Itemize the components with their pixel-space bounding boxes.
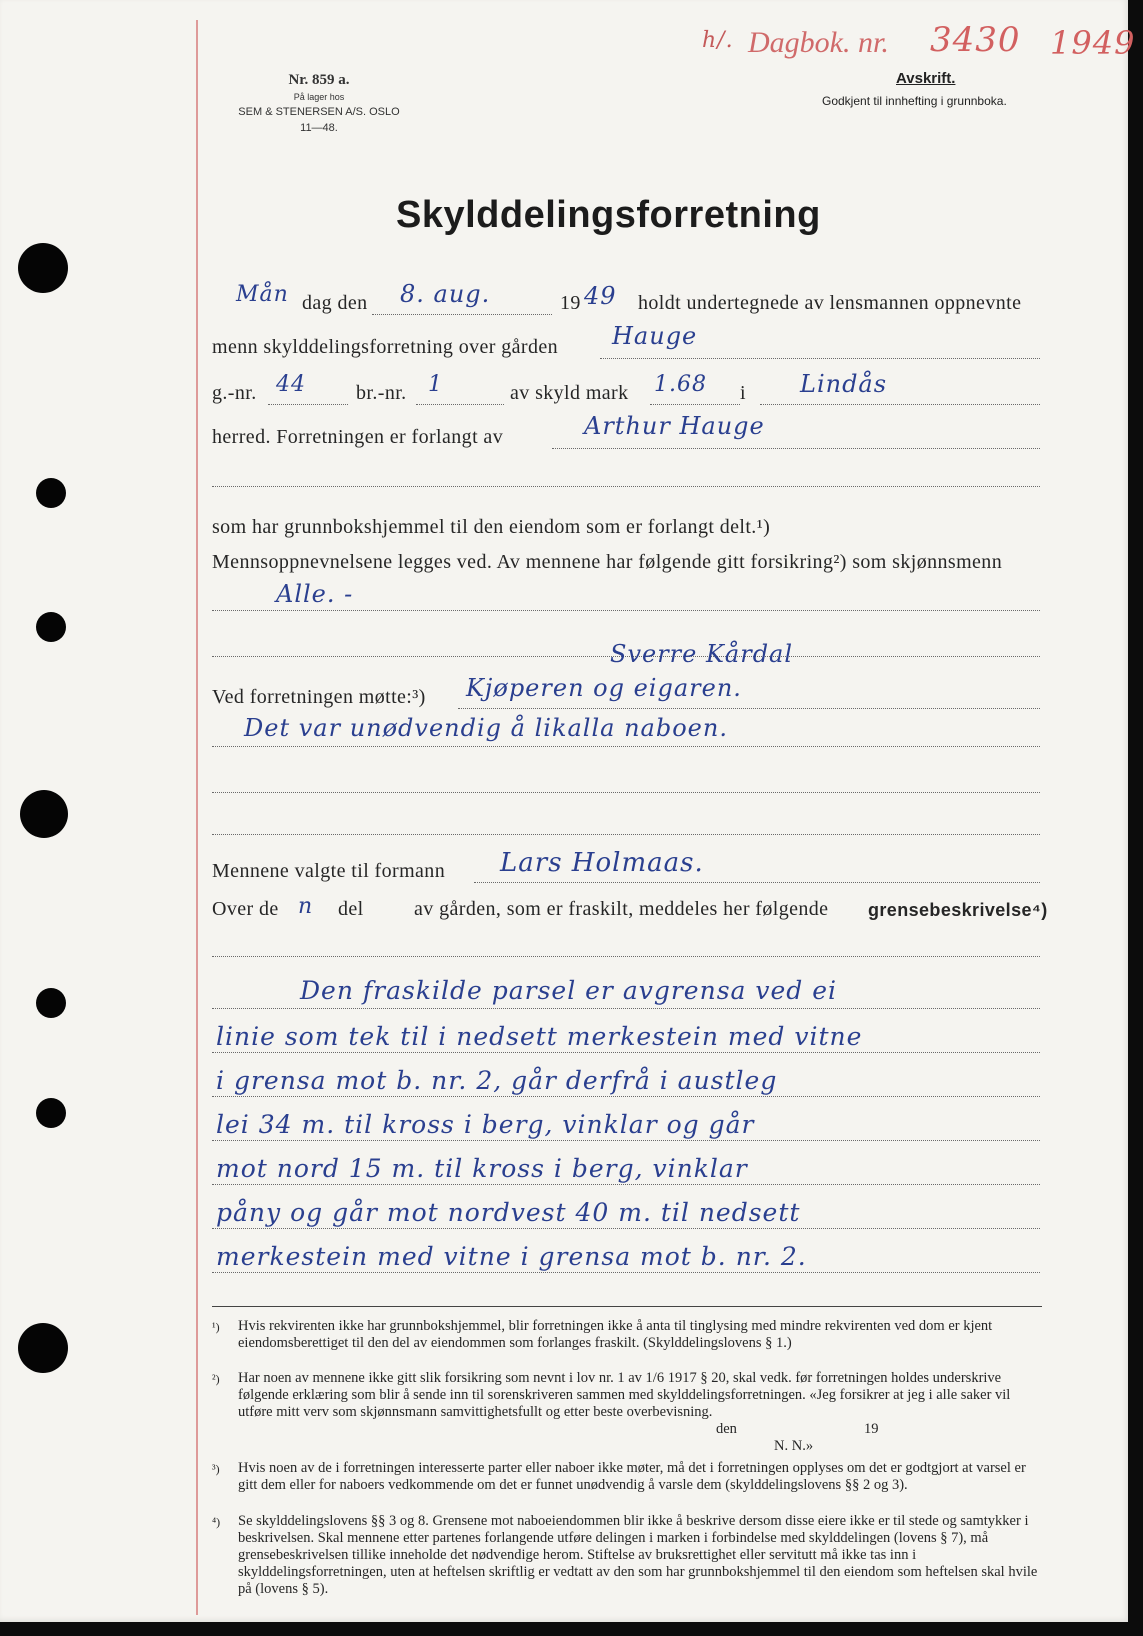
hw-date: 8. aug. — [400, 280, 491, 308]
description-line-text: Den fraskilde parsel er avgrensa ved ei — [300, 976, 838, 1005]
punch-hole — [36, 988, 66, 1018]
line4-text: herred. Forretningen er forlangt av — [212, 426, 504, 448]
description-line — [212, 1272, 1040, 1273]
form-stock: På lager hos — [293, 92, 345, 102]
hw-requester: Arthur Hauge — [584, 412, 765, 440]
footnote-2-nn: N. N.» — [774, 1438, 814, 1454]
footnote-marker: ⁴) — [212, 1515, 221, 1529]
hw-alle: Alle. - — [276, 580, 354, 608]
description-line-text: mot nord 15 m. til kross i berg, vinklar — [216, 1154, 748, 1183]
dagbok-label: Dagbok. nr. — [748, 26, 889, 59]
footnote-3: Hvis noen av de i forretningen interesserte parter eller naboer ikke møter, må det i forretningen opplyses om det er godtgjort at varsel er gitt dem eller for naboers vedkommende om det er funnet unødvendig å varsle dem (skylddelingslovens §§ 2 og 3). — [238, 1460, 1026, 1493]
formann-fill-line — [474, 882, 1040, 883]
margin-rule — [196, 20, 198, 1615]
description-line-text: i grensa mot b. nr. 2, går derfrå i austleg — [216, 1066, 778, 1095]
hw-gnr: 44 — [276, 372, 306, 397]
description-line-text: merkestein med vitne i grensa mot b. nr. 2. — [216, 1242, 807, 1271]
description-line — [212, 1052, 1040, 1053]
description-line-text: linie som tek til i nedsett merkestein med vitne — [216, 1022, 863, 1051]
del-label: del — [338, 898, 364, 920]
punch-hole — [36, 478, 66, 508]
met-fill-line — [458, 708, 1040, 709]
punch-hole — [36, 612, 66, 642]
footnote-marker: ³) — [212, 1462, 220, 1476]
blank-line — [212, 792, 1040, 793]
brnr-label: br.-nr. — [356, 382, 407, 404]
i-label: i — [740, 382, 746, 404]
hw-place: Lindås — [800, 370, 888, 398]
footnote-4: Se skylddelingslovens §§ 3 og 8. Grensene mot naboeiendommen blir ikke å beskrive dersom disse eiere ikke er til stede og samtykker i beskrivelsen. Skal mennene etter partenes forlangende utføre delingen i marken i forbindelse med skylddelingen (lovens § 7), må grensebeskrivelsen tillike inneholde det nødvendige herom. Stiftelse av bruksrettighet eller servitutt må ikke tas inn i skylddelingsforretningen, uten at heftelsen skriftlig er vedtatt av den som har grunnbokshjemmel til den eiendom som heftelsen skal hvile på (lovens § 5). — [238, 1513, 1038, 1597]
hw-sverre: Sverre Kårdal — [610, 640, 794, 668]
footnote-2: Har noen av mennene ikke gitt slik forsikring som nevnt i lov nr. 1 av 1/6 1917 § 20, skal vedk. før forretningen holdes underskrive følgende erklæring som blir å sende inn til sorenskriveren sammen med skylddelingsforretningen. «Jeg forsikrer at jeg i alle saker vil utføre mitt verv som skjønnsmann samvittighetsfullt og etter beste overbevisning. — [238, 1370, 1011, 1420]
description-line-text: lei 34 m. til kross i berg, vinklar og går — [216, 1110, 755, 1139]
punch-hole — [36, 1098, 66, 1128]
requester-fill-line — [552, 448, 1040, 449]
gnr-fill-line — [268, 404, 348, 405]
dagbok-initials: h/. — [702, 28, 734, 53]
godkjent-note: Godkjent til innhefting i grunnboka. — [822, 94, 1007, 108]
footnote-separator — [212, 1306, 1042, 1307]
line7-text: Mennsoppnevnelsene legges ved. Av mennene har følgende gitt forsikring²) som skjønnsmenn — [212, 551, 1003, 573]
hw-brnr: 1 — [428, 372, 443, 397]
line14-text: Mennene valgte til formann — [212, 860, 446, 882]
hw-year: 49 — [584, 282, 617, 310]
line15-rest: av gården, som er fraskilt, meddeles her følgende — [414, 898, 829, 920]
hw-naboen: Det var unødvendig å likalla naboen. — [244, 714, 728, 742]
description-line — [212, 1228, 1040, 1229]
footnote-2-year: 19 — [864, 1421, 879, 1437]
gnr-label: g.-nr. — [212, 382, 257, 404]
punch-hole — [20, 790, 68, 838]
year-prefix: 19 — [560, 292, 581, 314]
brnr-fill-line — [416, 404, 504, 405]
punch-hole — [18, 243, 68, 293]
hw-n: n — [298, 894, 314, 919]
place-fill-line — [760, 404, 1040, 405]
dagbok-year: 1949 — [1050, 24, 1136, 62]
description-line — [212, 1140, 1040, 1141]
form-publisher: SEM & STENERSEN A/S. OSLO — [238, 106, 400, 118]
description-line-text: påny og går mot nordvest 40 m. til nedsett — [216, 1198, 801, 1227]
description-line — [212, 1096, 1040, 1097]
form-date: 11—48. — [300, 122, 338, 134]
line6-text: som har grunnbokshjemmel til den eiendom som er forlangt delt.¹) — [212, 516, 771, 538]
footnote-2-den: den — [716, 1421, 737, 1437]
avskrift-label: Avskrift. — [896, 70, 956, 87]
hw-weekday: Mån — [236, 282, 289, 307]
farm-fill-line — [600, 358, 1040, 359]
form-number: Nr. 859 a. — [288, 72, 350, 88]
date-fill-line — [372, 314, 552, 315]
blank-line — [212, 610, 1040, 611]
line2-text: menn skylddelingsforretning over gården — [212, 336, 559, 358]
over-de-label: Over de — [212, 898, 279, 920]
punch-hole — [18, 1323, 68, 1373]
blank-line — [212, 834, 1040, 835]
blank-line — [212, 956, 1040, 957]
hw-skyld: 1.68 — [654, 372, 707, 397]
grensebeskrivelse-label: grensebeskrivelse⁴) — [868, 900, 1048, 920]
footnote-marker: ²) — [212, 1372, 220, 1386]
hw-farm: Hauge — [612, 322, 698, 350]
hw-met: Kjøperen og eigaren. — [466, 674, 742, 702]
skyld-label: av skyld mark — [510, 382, 629, 404]
line1-rest: holdt undertegnede av lensmannen oppnevnte — [638, 292, 1022, 314]
document-title: Skylddelingsforretning — [396, 194, 821, 236]
blank-line — [212, 486, 1040, 487]
skyld-fill-line — [650, 404, 740, 405]
dagbok-number: 3430 — [930, 20, 1021, 60]
footnote-1: Hvis rekvirenten ikke har grunnbokshjemmel, blir forretningen ikke å anta til tinglysing med mindre rekvirenten ved dom er kjent eiendomsberettiget til den del av eiendommen som forlanges fraskilt. (Skylddelingslovens § 1.) — [238, 1318, 993, 1351]
hw-formann: Lars Holmaas. — [500, 848, 704, 878]
line10-text: Ved forretningen møtte:³) — [212, 686, 426, 708]
footnote-marker: ¹) — [212, 1320, 220, 1334]
blank-line — [212, 746, 1040, 747]
dag-den-label: dag den — [302, 292, 368, 314]
description-line — [212, 1184, 1040, 1185]
description-line — [212, 1008, 1040, 1009]
